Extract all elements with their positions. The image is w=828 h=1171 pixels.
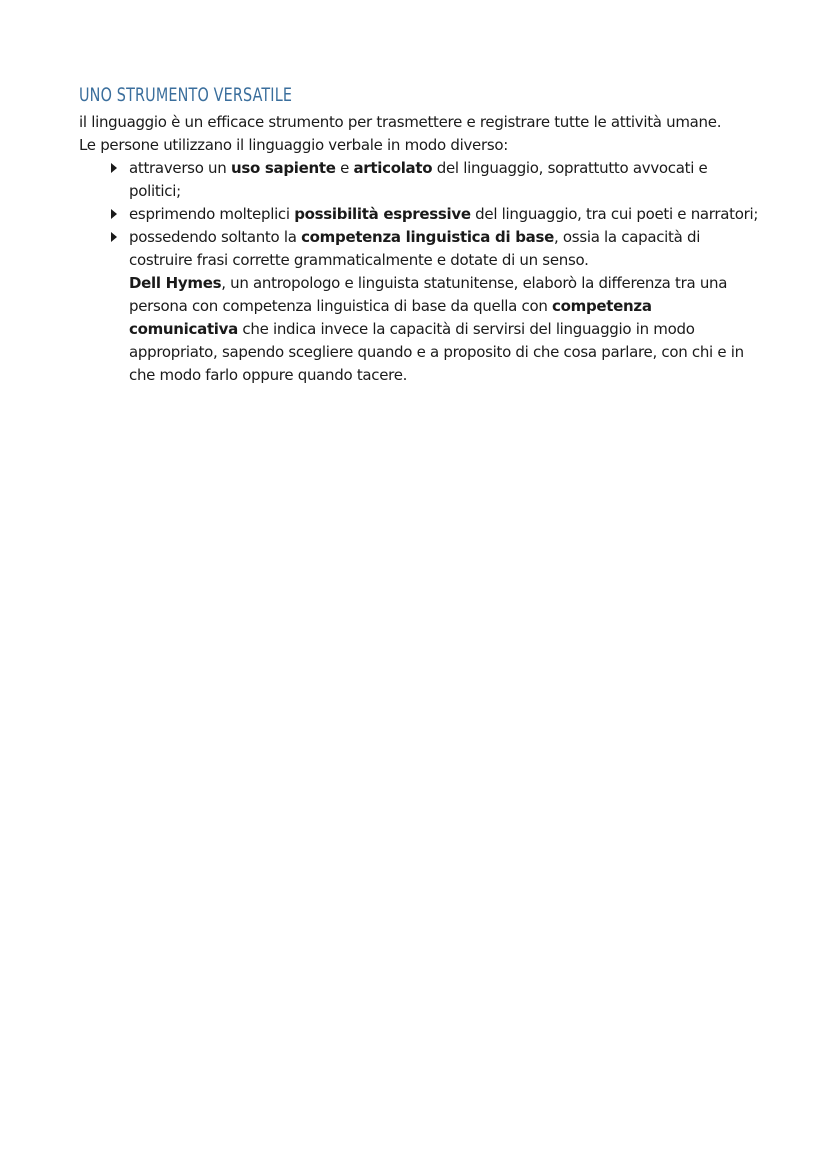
item-text: che indica invece la capacità di servirsi del linguaggio in modo appropriato, sapendo scegliere quando e a proposito di che cosa parlare, con chi e in che modo farlo oppure quando tacere. xyxy=(129,320,744,384)
item-bold: competenza linguistica di base xyxy=(301,228,554,246)
bullet-arrow-icon xyxy=(111,209,117,219)
bullet-arrow-icon xyxy=(111,163,117,173)
item-bold: possibilità espressive xyxy=(294,205,471,223)
item-text: del linguaggio, tra cui poeti e narratori; xyxy=(470,205,759,223)
item-text: attraverso un xyxy=(129,159,231,177)
lead-paragraph: Le persone utilizzano il linguaggio verbale in modo diverso: xyxy=(79,136,508,154)
item-text: del linguaggio, soprattutto avvocati e politici; xyxy=(129,159,708,200)
item-bold: Dell Hymes xyxy=(129,274,222,292)
item-bold: uso sapiente xyxy=(230,159,336,177)
list-item xyxy=(129,203,759,226)
item-text: possedendo soltanto la xyxy=(129,228,302,246)
list-item xyxy=(129,157,759,203)
item-text: , ossia la capacità di costruire frasi corrette grammaticalmente e dotate di un senso. xyxy=(129,228,701,269)
item-text: , un antropologo e linguista statunitense, elaborò la differenza tra una persona con competenza linguistica di base da quella con xyxy=(129,274,728,315)
item-bold: competenza comunicativa xyxy=(129,297,652,338)
item-text: esprimendo molteplici xyxy=(129,205,295,223)
bullet-arrow-icon xyxy=(111,232,117,242)
intro-paragraph: il linguaggio è un efficace strumento per trasmettere e registrare tutte le attività umane. xyxy=(79,113,722,131)
document-page xyxy=(79,84,759,387)
list-item xyxy=(129,226,759,387)
bullet-list xyxy=(79,157,759,387)
item-bold: articolato xyxy=(353,159,433,177)
item-text: e xyxy=(335,159,354,177)
section-title: UNO STRUMENTO VERSATILE xyxy=(79,84,293,106)
